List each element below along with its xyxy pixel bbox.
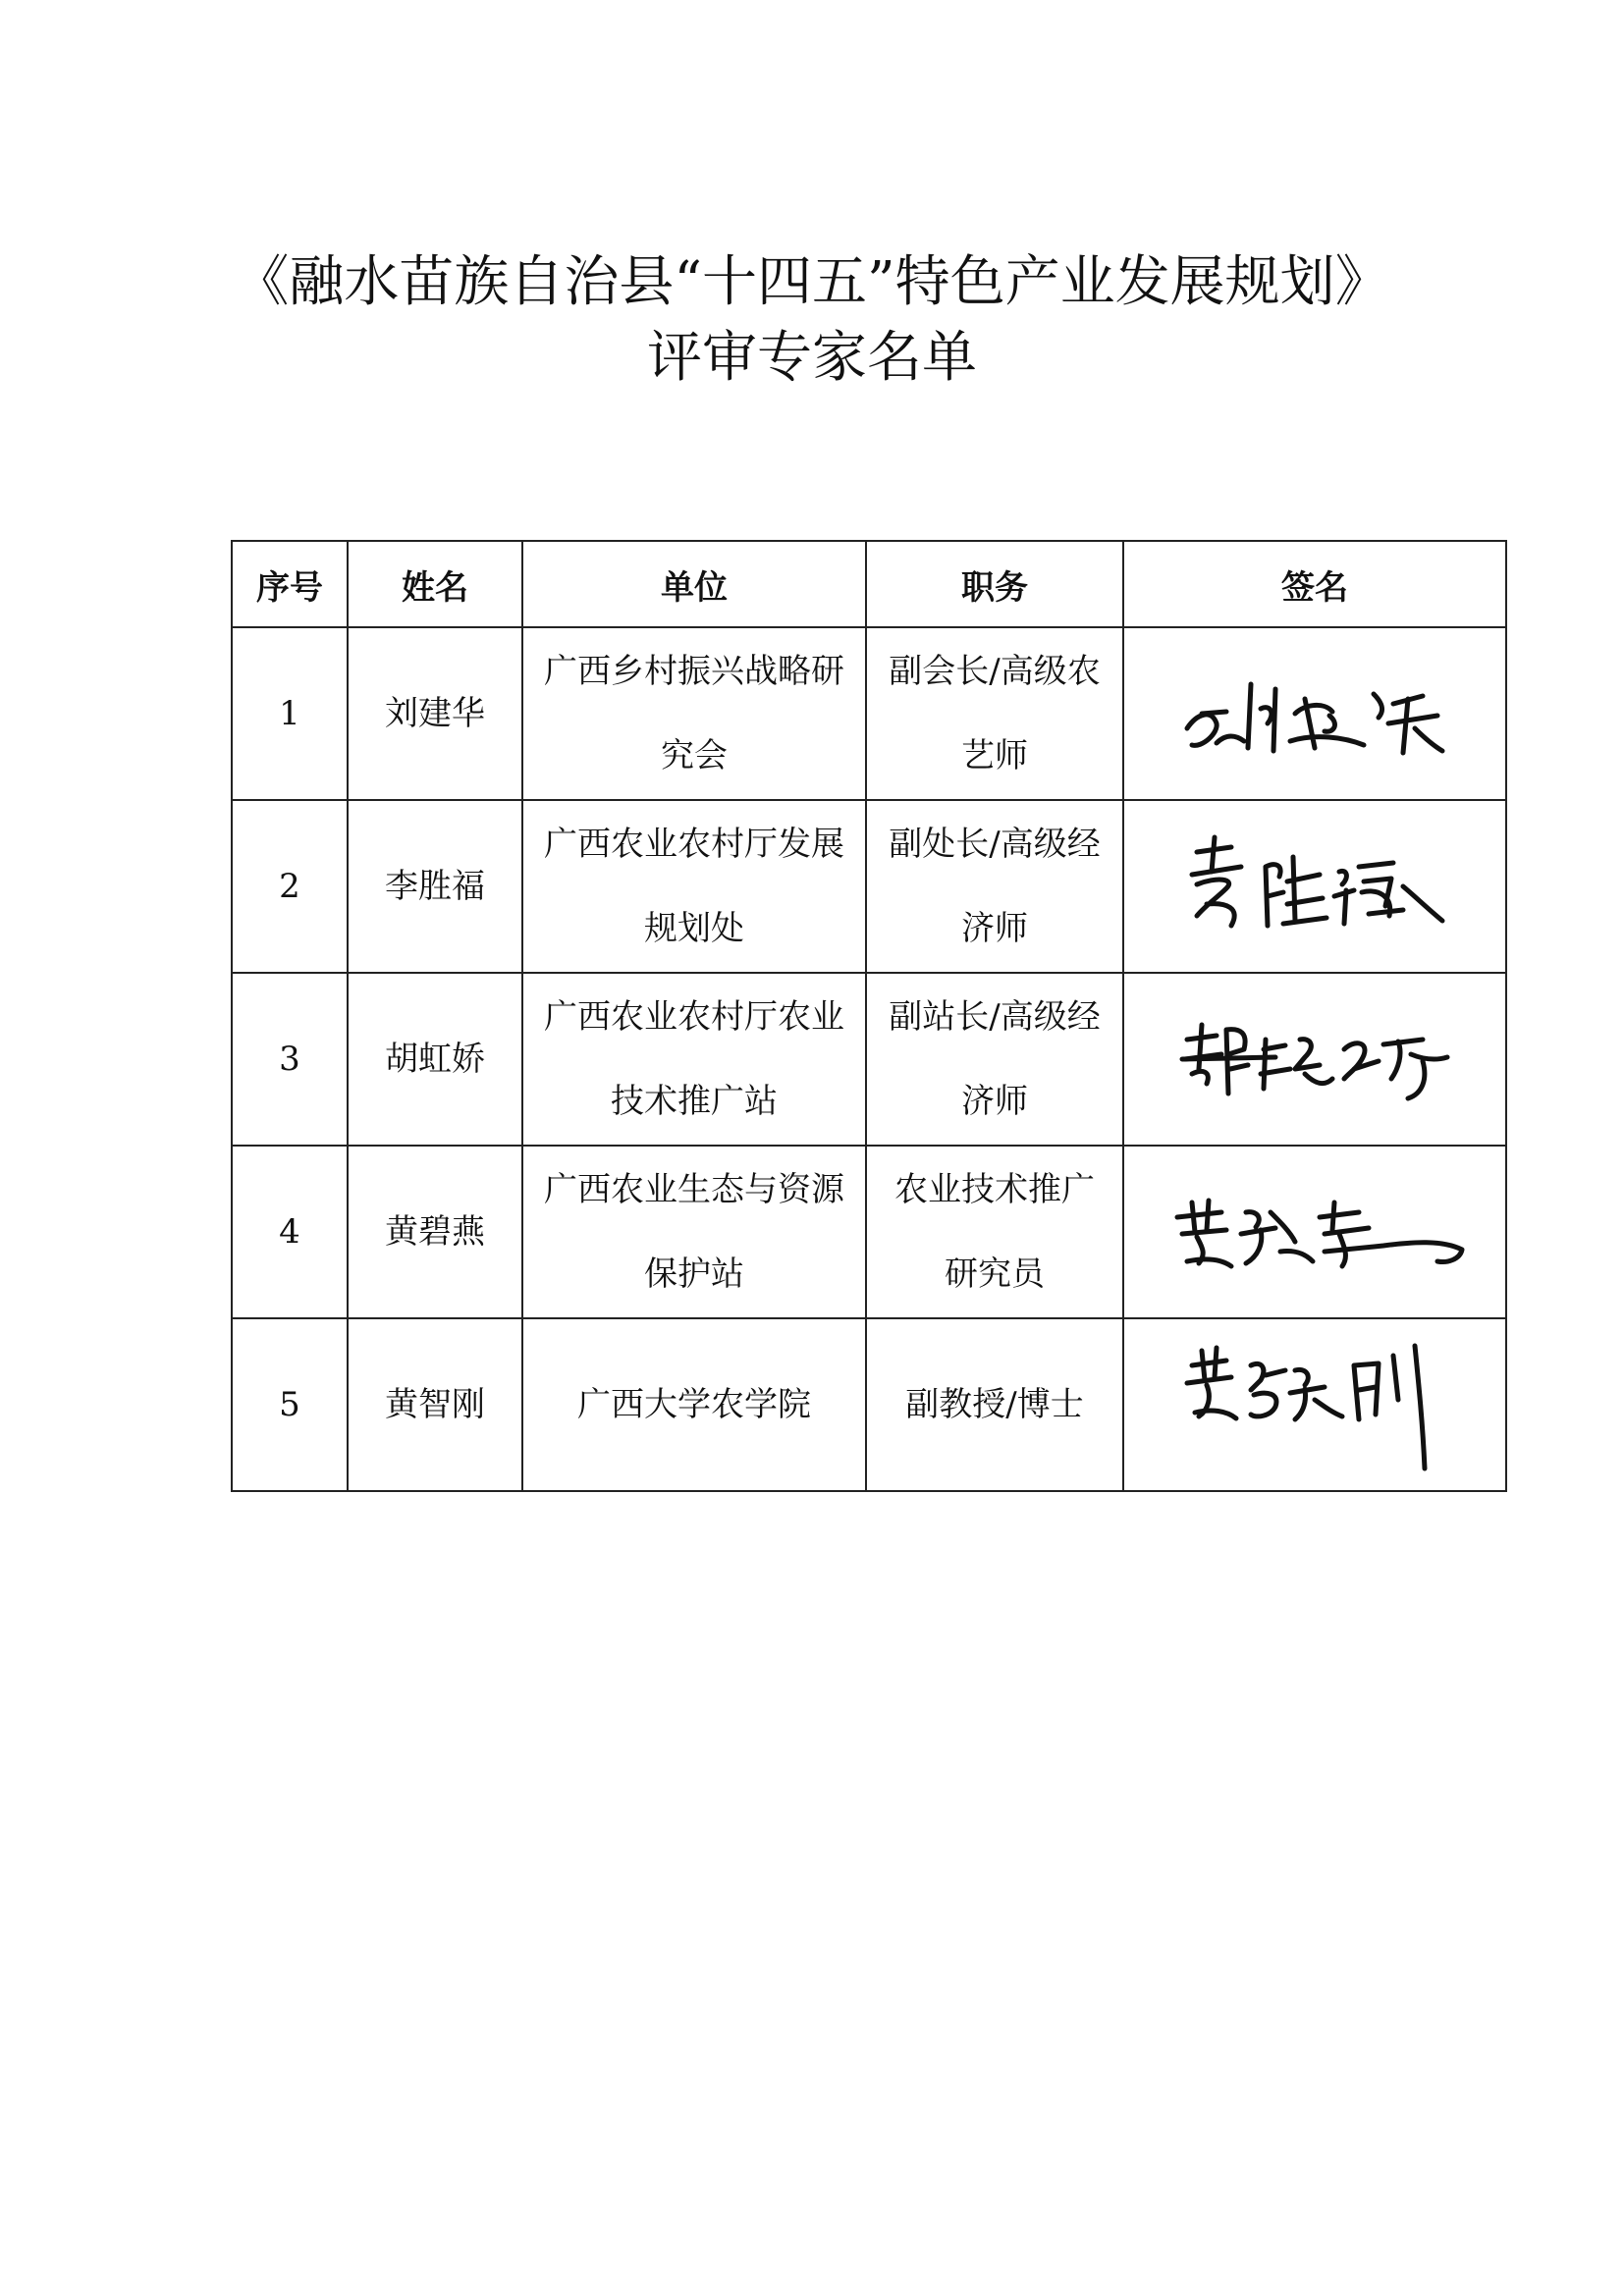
row-name: 李胜福 <box>348 800 522 973</box>
row-unit <box>522 1318 866 1491</box>
row-unit <box>522 800 866 973</box>
row-position-text: 副处长/高级经济师 <box>889 825 1101 948</box>
row-name: 黄碧燕 <box>348 1146 522 1318</box>
table-row <box>232 627 1506 800</box>
handwritten-signature-huang-biyan <box>1148 1173 1482 1291</box>
row-unit-text: 广西农业生态与资源保护站 <box>544 1170 844 1294</box>
document-title-line1: 《融水苗族自治县“十四五”特色产业发展规划》 <box>234 250 1390 314</box>
row-signature <box>1123 800 1506 973</box>
row-signature <box>1123 1318 1506 1491</box>
header-name: 姓名 <box>348 541 522 627</box>
row-unit-text: 广西农业农村厅农业技术推广站 <box>544 997 844 1121</box>
expert-list-table <box>231 540 1507 1492</box>
row-position <box>866 1318 1123 1491</box>
row-serial-number: 1 <box>232 627 348 800</box>
header-signature: 签名 <box>1123 541 1506 627</box>
row-serial-number: 4 <box>232 1146 348 1318</box>
row-signature <box>1123 627 1506 800</box>
row-position <box>866 1146 1123 1318</box>
row-position-text: 副会长/高级农艺师 <box>889 652 1101 775</box>
row-position <box>866 627 1123 800</box>
header-serial-number: 序号 <box>232 541 348 627</box>
handwritten-signature-liu-jianhua <box>1158 655 1472 773</box>
table-header-row <box>232 541 1506 627</box>
table-row <box>232 800 1506 973</box>
table-row <box>232 1146 1506 1318</box>
row-unit-text: 广西乡村振兴战略研究会 <box>544 652 844 775</box>
row-serial-number: 5 <box>232 1318 348 1491</box>
row-position-text: 农业技术推广研究员 <box>894 1170 1095 1294</box>
row-unit-text: 广西农业农村厅发展规划处 <box>544 825 844 948</box>
row-position-text: 副站长/高级经济师 <box>889 997 1101 1121</box>
handwritten-signature-hu-hongjiao <box>1158 1000 1472 1118</box>
row-unit <box>522 1146 866 1318</box>
row-unit <box>522 973 866 1146</box>
row-unit <box>522 627 866 800</box>
row-name: 胡虹娇 <box>348 973 522 1146</box>
header-position: 职务 <box>866 541 1123 627</box>
row-position <box>866 800 1123 973</box>
table-row <box>232 1318 1506 1491</box>
row-serial-number: 2 <box>232 800 348 973</box>
header-unit: 单位 <box>522 541 866 627</box>
handwritten-signature-li-shengfu <box>1158 828 1472 945</box>
document-title-line2: 评审专家名单 <box>647 326 977 390</box>
table-row <box>232 973 1506 1146</box>
row-position-text: 副教授/博士 <box>905 1385 1084 1424</box>
row-signature <box>1123 973 1506 1146</box>
row-signature <box>1123 1146 1506 1318</box>
row-serial-number: 3 <box>232 973 348 1146</box>
row-name: 黄智刚 <box>348 1318 522 1491</box>
row-name: 刘建华 <box>348 627 522 800</box>
row-position <box>866 973 1123 1146</box>
row-unit-text: 广西大学农学院 <box>577 1385 811 1424</box>
handwritten-signature-huang-zhigang <box>1158 1326 1472 1483</box>
